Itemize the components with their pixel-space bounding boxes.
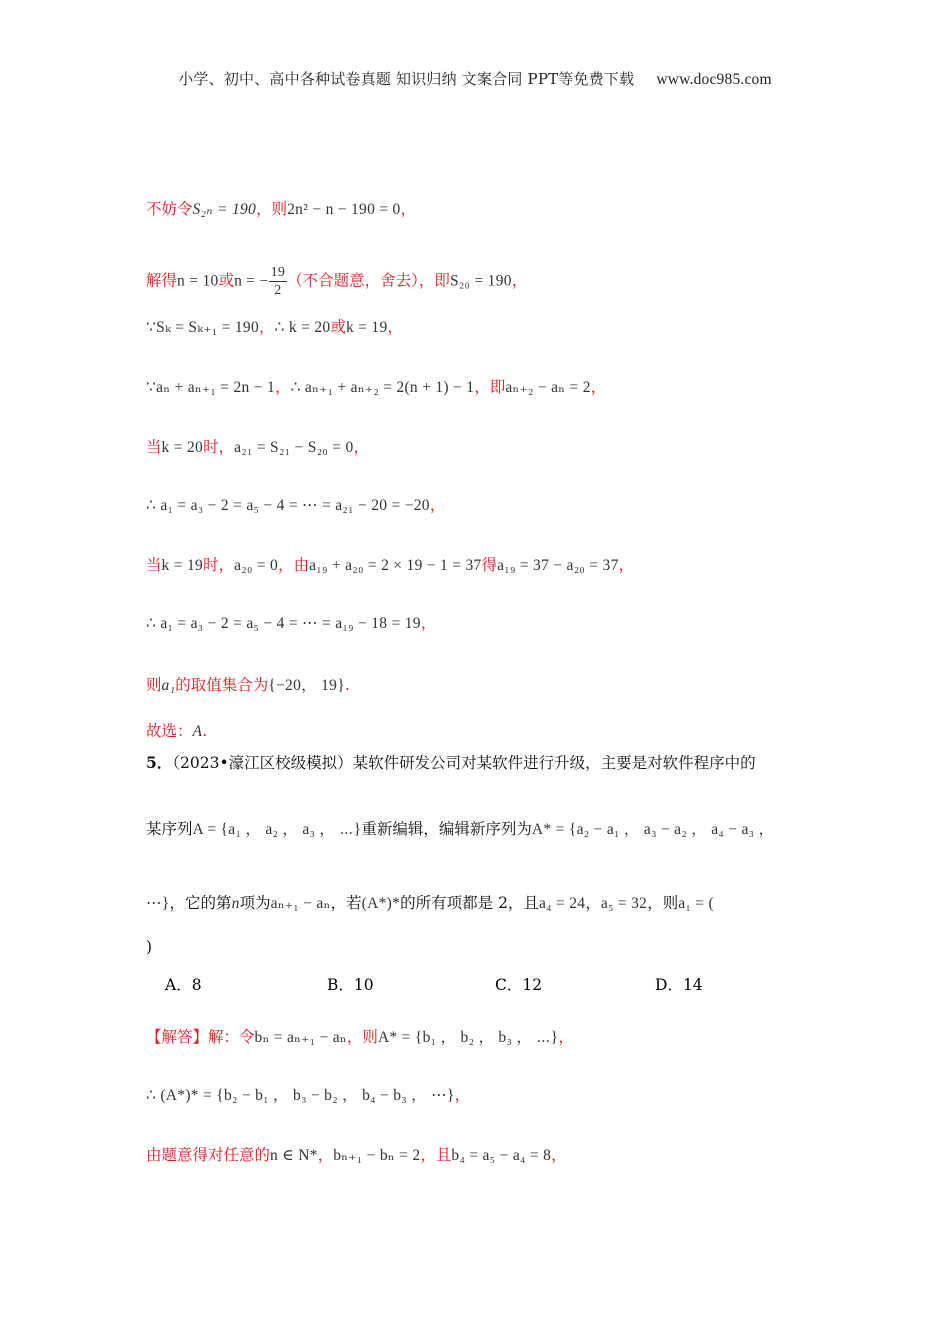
answer-options — [165, 973, 725, 999]
text: ， — [420, 614, 437, 632]
text: ， — [551, 1146, 567, 1164]
formula: S₂₀ = 190 — [449, 272, 512, 290]
text: 的所有项都是 2，且 — [400, 894, 539, 912]
text: 的取值集合为 — [175, 676, 269, 694]
text: 项为 — [239, 894, 271, 912]
text: 不妨令 — [146, 200, 193, 218]
formula: ⋯} — [146, 895, 170, 912]
option-d[interactable] — [655, 973, 703, 995]
text: ， — [353, 438, 370, 456]
formula: a₁ = ( — [678, 895, 714, 912]
text: 时， — [203, 438, 235, 456]
formula: a₁ — [161, 677, 176, 694]
formula: n — [231, 895, 240, 912]
formula: ∴ (A*)* = {b₂ − b₁ ， b₃ − b₂ ， b₄ − b₃ ， ⋯} — [146, 1087, 455, 1104]
question-line-3 — [146, 890, 810, 917]
text: 某序列 — [146, 820, 193, 838]
text: 得 — [481, 556, 498, 574]
text: 故选： — [146, 722, 193, 740]
formula: A* = {a₂ − a₁ ， a₃ − a₂ ， a₄ − a₃ ， — [531, 821, 775, 838]
option-letter: B． — [327, 976, 354, 994]
formula: k = 19 — [345, 319, 388, 336]
solution-line-6 — [146, 492, 810, 519]
formula: ∴ a₁ = a₃ − 2 = a₅ − 4 = ⋯ = a₂₁ − 20 = −20 — [146, 497, 430, 514]
solution-line-7 — [146, 552, 810, 579]
formula: {−20， 19} — [268, 677, 345, 694]
solution-line-9 — [146, 672, 810, 699]
text: 某软件研发公司对某软件进行升级，主要是对软件程序中的 — [352, 754, 756, 772]
question-line-1 — [146, 750, 810, 776]
text: 重新编辑，编辑新序列为 — [361, 820, 532, 838]
page-header — [0, 68, 950, 89]
text: ，则 — [346, 1028, 378, 1046]
question-number: 5． — [146, 753, 173, 772]
text: ) — [146, 938, 153, 956]
text: 解得 — [146, 271, 178, 290]
formula: a₂₀ = 0 — [234, 557, 279, 574]
text: ， — [275, 378, 291, 396]
formula: a₅ = 32 — [600, 895, 648, 912]
formula: ∴ a₁ = a₃ − 2 = a₅ − 4 = ⋯ = a₁₉ − 18 = 19 — [146, 615, 421, 632]
formula: n = 10 — [177, 272, 219, 290]
formula: ∴ aₙ₊₁ + aₙ₊₂ = 2(n + 1) − 1 — [290, 379, 475, 396]
formula: 2n² − n − 190 = 0 — [287, 201, 401, 218]
formula: aₙ₊₁ − aₙ — [270, 895, 331, 912]
formula: a₂₁ = S₂₁ − S₂₀ = 0 — [234, 439, 354, 456]
option-letter: A． — [165, 976, 192, 994]
option-c[interactable] — [495, 973, 542, 995]
text: ， — [585, 894, 601, 912]
text: ， — [454, 1086, 471, 1104]
formula: A* = {b₁ ， b₂ ， b₃ ， ⋯} — [377, 1029, 559, 1046]
text: ，则 — [256, 200, 288, 218]
formula: b₄ = a₅ − a₄ = 8 — [451, 1147, 552, 1164]
option-letter: D． — [655, 976, 683, 994]
answer-line-1 — [146, 1024, 810, 1051]
solution-line-5 — [146, 434, 810, 461]
text: 或 — [330, 318, 346, 336]
formula: A = {a₁ ， a₂ ， a₃ ， ⋯} — [192, 821, 362, 838]
text: ， — [590, 378, 607, 396]
solution-line-3 — [146, 314, 810, 341]
formula: aₙ₊₂ − aₙ = 2 — [505, 379, 591, 396]
text: 当 — [146, 556, 162, 574]
text: ，它的第 — [169, 894, 232, 912]
text: ， — [387, 318, 404, 336]
text: ，且 — [420, 1146, 452, 1164]
option-a[interactable] — [165, 973, 202, 995]
formula: bₙ₊₁ − bₙ = 2 — [333, 1147, 421, 1164]
text: 或 — [218, 271, 235, 290]
formula: ∵Sₖ = Sₖ₊₁ = 190 — [146, 319, 260, 336]
formula: n = − — [234, 272, 269, 290]
formula: (A*)* — [361, 895, 401, 912]
text: ， — [317, 1146, 334, 1164]
fraction — [269, 264, 288, 299]
question-line-4 — [146, 934, 810, 960]
fraction-denominator: 2 — [274, 283, 282, 298]
text: ， — [618, 556, 635, 574]
formula: a₁₉ = 37 − a₂₀ = 37 — [497, 557, 619, 574]
text: ，则 — [647, 894, 679, 912]
solution-line-8 — [146, 610, 810, 637]
formula: bₙ = aₙ₊₁ − aₙ — [254, 1029, 347, 1046]
formula: k = 19 — [161, 557, 204, 574]
formula: a₄ = 24 — [538, 895, 586, 912]
option-value: 10 — [353, 976, 374, 994]
formula: ∵aₙ + aₙ₊₁ = 2n − 1 — [146, 379, 276, 396]
solution-line-10 — [146, 718, 810, 745]
text: ，即 — [474, 378, 506, 396]
text: . — [202, 722, 208, 740]
text: ， — [429, 496, 446, 514]
solution-line-2 — [146, 264, 810, 299]
solution-line-4 — [146, 374, 810, 401]
option-letter: C． — [495, 976, 523, 994]
formula: ∴ k = 20 — [274, 319, 331, 336]
question-line-2 — [146, 816, 810, 843]
text: ， — [259, 318, 275, 336]
text: ，由 — [278, 556, 310, 574]
answer-line-2 — [146, 1082, 810, 1109]
question-source: （2023•濠江区校级模拟） — [172, 754, 353, 772]
text: ， — [400, 200, 417, 218]
option-value: 14 — [682, 976, 703, 994]
text: ， — [558, 1028, 574, 1046]
fraction-numerator: 19 — [270, 265, 286, 280]
text: 当 — [146, 438, 162, 456]
text: （不合题意，舍去），即 — [287, 271, 450, 290]
formula: a₁₉ + a₂₀ = 2 × 19 − 1 = 37 — [309, 557, 482, 574]
solution-line-1 — [146, 196, 810, 223]
text: ，若 — [330, 894, 362, 912]
formula: A — [192, 723, 203, 740]
formula: k = 20 — [161, 439, 204, 456]
option-value: 12 — [522, 976, 543, 994]
option-b[interactable] — [327, 973, 374, 995]
text: . — [344, 676, 350, 694]
text: 【解答】解：令 — [146, 1028, 255, 1046]
option-value: 8 — [191, 976, 202, 994]
header-site-link[interactable]: www.doc985.com — [656, 71, 772, 88]
formula: n ∈ N* — [270, 1147, 318, 1164]
formula: S₂ₙ = 190 — [192, 201, 257, 218]
text: 时， — [203, 556, 235, 574]
text: ， — [511, 271, 528, 290]
text: 由题意得对任意的 — [146, 1146, 271, 1164]
answer-line-3 — [146, 1142, 810, 1169]
header-text: 小学、初中、高中各种试卷真题 知识归纳 文案合同 PPT等免费下载 — [178, 70, 635, 88]
text: 则 — [146, 676, 162, 694]
